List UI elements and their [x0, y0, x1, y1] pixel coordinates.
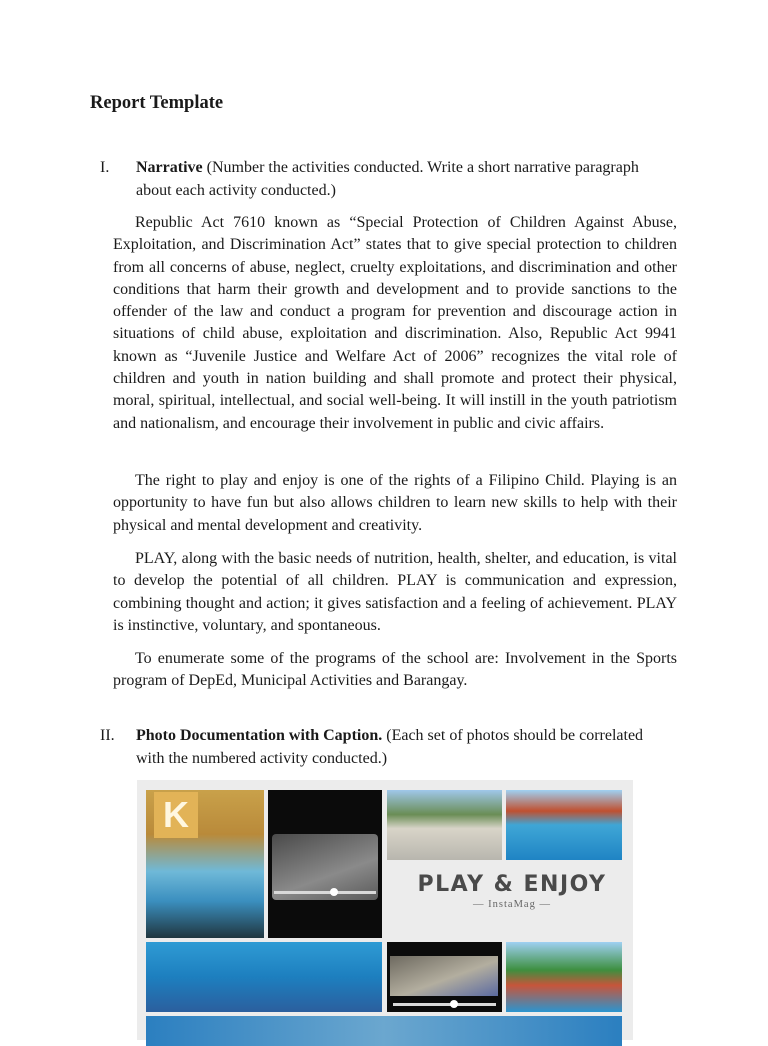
- brand-subtitle: — InstaMag —: [473, 899, 551, 910]
- section-text: [136, 725, 660, 770]
- letter-sign: K: [154, 792, 198, 838]
- section-text: [136, 157, 660, 202]
- section-title: Narrative: [136, 159, 203, 176]
- section-title: Photo Documentation with Caption.: [136, 727, 383, 744]
- photo-pool-bottom: [146, 1016, 622, 1046]
- photo-resort-slide: [506, 942, 622, 1012]
- video-screen: [390, 956, 498, 996]
- section-numeral: I.: [100, 159, 110, 176]
- paragraph-right-to-play: The right to play and enjoy is one of the rights of a Filipino Child. Playing is an opportunity to have fun but also allows children to learn new skills to help with their physical and mental development and creativity.: [113, 472, 677, 534]
- brand-title: PLAY & ENJOY: [417, 872, 607, 897]
- photo-schoolyard: [387, 790, 502, 860]
- section-heading-narrative: [100, 157, 660, 202]
- paragraph-play-needs: PLAY, along with the basic needs of nutrition, health, shelter, and education, is vital to develop the potential of all children. PLAY is communication and expression, combining thought and action; it gives satisfaction and a feeling of achievement. PLAY is instinctive, voluntary, and spontaneous.: [113, 550, 677, 634]
- paragraph-ra7610: Republic Act 7610 known as “Special Protection of Children Against Abuse, Exploitation, and Discrimination Act” states that to give special protection to children from all concerns of abuse, neglect, cruelty exploitations, and discrimination and other conditions that harm their growth and development and to provide sanctions to the offender of the law and conduct a program for prevention and discourage action in situations of child abuse, exploitation and discrimination. Also, Republic Act 9941 known as “Juvenile Justice and Welfare Act of 2006” recognizes the vital role of children and youth in nation building and shall promote and protect their physical, moral, spiritual, intellectual, and social well-being. It will instill in the youth patriotism and nationalism, and encourage their involvement in public and civic affairs.: [113, 214, 677, 432]
- video-frame-game: [387, 942, 502, 1012]
- video-scrubber: [450, 1000, 458, 1008]
- photo-pool-kids: [146, 790, 264, 938]
- section-note: (Number the activities conducted. Write a short narrative paragraph about each activity conducted.): [136, 159, 639, 199]
- section-numeral: II.: [100, 727, 115, 744]
- section-heading-photo-documentation: [100, 725, 660, 770]
- photo-resort-pool: [506, 790, 622, 860]
- photo-swimming: [146, 942, 382, 1012]
- photo-collage: [137, 780, 633, 1040]
- video-progress-bar: [393, 1003, 496, 1006]
- video-progress-bar: [274, 891, 376, 894]
- video-frame-basketball: [268, 790, 382, 938]
- section-note: (Each set of photos should be correlated with the numbered activity conducted.): [136, 727, 644, 767]
- paragraph-programs: To enumerate some of the programs of the school are: Involvement in the Sports program of DepEd, Municipal Activities and Barangay.: [113, 650, 677, 690]
- instamag-brand: [399, 872, 625, 910]
- report-title: Report Template: [90, 93, 224, 113]
